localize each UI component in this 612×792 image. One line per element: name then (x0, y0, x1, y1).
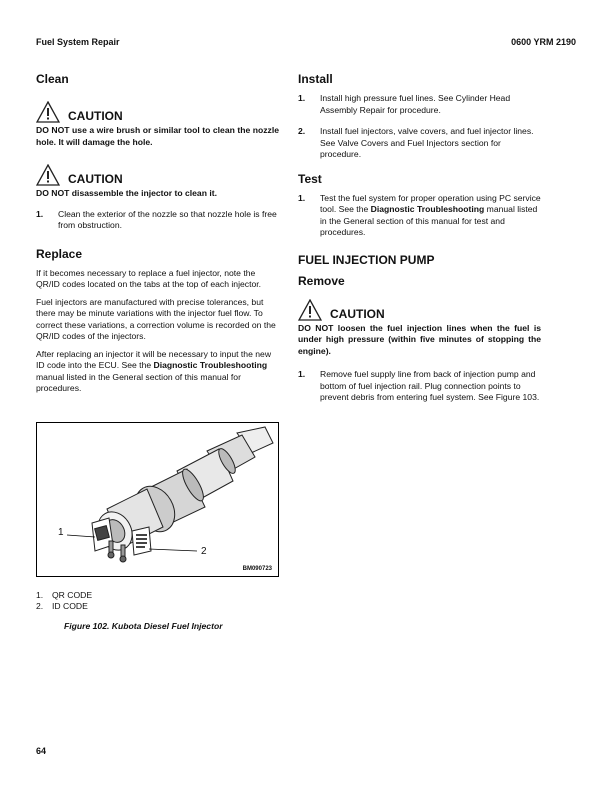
caution-block-2 (36, 164, 279, 200)
figure-legend (36, 590, 92, 612)
caution-label: CAUTION (68, 172, 123, 186)
caution-text: DO NOT disassemble the injector to clean it. (36, 188, 217, 198)
caution-label: CAUTION (68, 109, 123, 123)
section-title-remove: Remove (298, 273, 345, 288)
figure-caption: Figure 102. Kubota Diesel Fuel Injector (64, 621, 223, 631)
section-title-clean: Clean (36, 72, 69, 86)
legend-item: 2. ID CODE (36, 601, 88, 611)
warning-triangle-icon (36, 164, 60, 186)
caution-block-3 (298, 299, 541, 358)
page-number: 64 (36, 746, 47, 756)
caution-block-1 (36, 101, 279, 148)
section-title-install: Install (298, 72, 333, 86)
document-number: 0600 YRM 2190 (511, 37, 576, 47)
injector-figure (36, 422, 279, 577)
caution-label: CAUTION (330, 306, 385, 321)
install-step-1: 1. Install high pressure fuel lines. See Cylinder Head Assembly Repair for procedure. (298, 93, 511, 115)
section-title-replace: Replace (36, 246, 83, 261)
fuel-injector-illustration (37, 423, 279, 577)
right-column (298, 72, 541, 404)
replace-paragraph-1: If it becomes necessary to replace a fuel injector, note the QR/ID codes located on the tabs at the top of each injector. (36, 267, 262, 289)
legend-item: 1. QR CODE (36, 590, 93, 600)
callout-1: 1 (58, 527, 64, 538)
caution-text: DO NOT use a wire brush or similar tool to clean the nozzle hole. It will damage the hole. (36, 125, 279, 147)
running-header-title: Fuel System Repair (36, 37, 120, 47)
clean-step-1: 1. Clean the exterior of the nozzle so that nozzle hole is free from obstruction. (36, 208, 277, 230)
install-step-2: 2. Install fuel injectors, valve covers, and fuel injector lines. See Valve Covers and Fuel Injectors section for procedure. (298, 126, 534, 159)
replace-paragraph-3: After replacing an injector it will be necessary to input the new ID code into the ECU. See the Diagnostic Troubleshooting manual listed in the General section of this manual for procedures. (36, 348, 272, 393)
section-title-fuel-injection-pump: FUEL INJECTION PUMP (298, 252, 435, 267)
test-step-1: 1. Test the fuel system for proper operation using PC service tool. See the Diagnostic Troubleshooting manual listed in the General section of this manual for test and procedures. (298, 192, 541, 237)
callout-2: 2 (201, 546, 207, 557)
warning-triangle-icon (298, 299, 322, 321)
caution-text: DO NOT loosen the fuel injection lines when the fuel is under high pressure (within five minutes of stopping the engine). (298, 322, 541, 356)
left-column (36, 72, 279, 401)
replace-paragraph-2: Fuel injectors are manufactured with precise tolerances, but there may be minute variations with the injector fuel flow. To correct these variations, a correction volume is recorded on the QR/ID codes of the injectors. (36, 296, 276, 341)
section-title-test: Test (298, 171, 322, 186)
figure-code: BM090723 (242, 566, 272, 572)
warning-triangle-icon (36, 101, 60, 123)
remove-step-1: 1. Remove fuel supply line from back of injection pump and bottom of fuel injection rail. Plug connection points to prevent debris from entering fuel system. See Figure 103. (298, 369, 540, 402)
